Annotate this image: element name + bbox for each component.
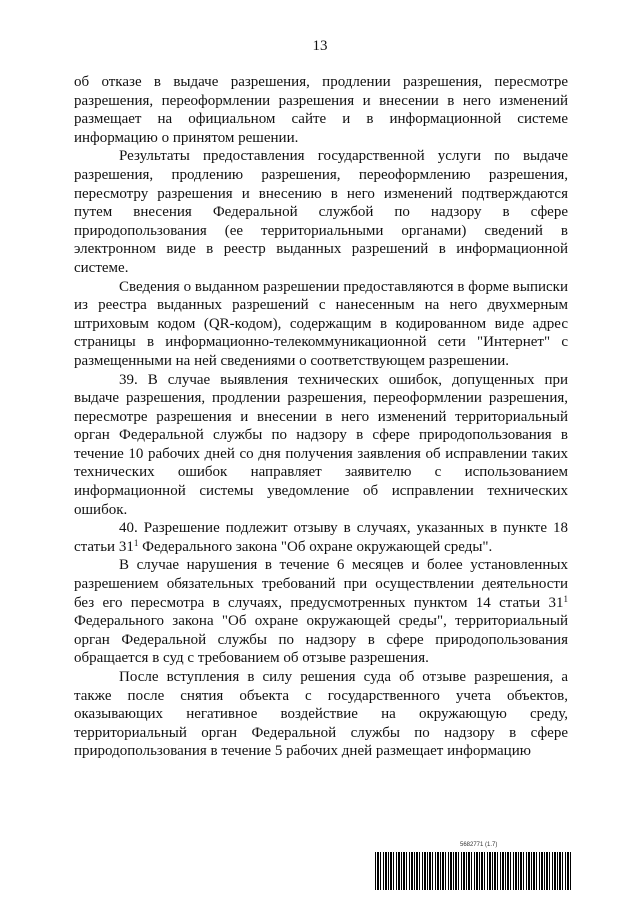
paragraph-issued-permit-info: Сведения о выданном разрешении предоставляются в форме выписки из реестра выданных разрешений с нанесенным на него двухмерным штриховым кодом (QR-кодом), содержащим в кодированном виде адрес страницы в информационно-телекоммуникационной сети "Интернет" с размещенными на ней сведениями о соответствующем разрешении. [74,278,568,369]
paragraph-40-text-end: Федерального закона "Об охране окружающей среды". [138,538,493,555]
superscript: 1 [133,537,139,548]
paragraph-40-text-start: 40. Разрешение подлежит отзыву в случаях, указанных в пункте 18 статьи 31 [74,520,568,555]
document-code: 5682771 (1.7) [460,842,498,848]
superscript: 1 [563,593,568,604]
paragraph-39-technical-errors: 39. В случае выявления технических ошибок, допущенных при выдаче разрешения, продлении разрешения, переоформлении разрешения, пересмотре разрешения и внесении в него изменений территориальный орган Федеральной службы по надзору в сфере природопользования в течение 10 рабочих дней со дня получения заявления об исправлении таких технических ошибок направляет заявителю с использованием информационной системы уведомление об исправлении технических ошибок. [74,371,568,518]
paragraph-results: Результаты предоставления государственной услуги по выдаче разрешения, продлению разрешения, переоформлению разрешения, пересмотру разрешения и внесению в него изменений подтверждаются путем внесения Федеральной службой по надзору в сфере природопользования (ее территориальными органами) сведений в электронном виде в реестр выданных разрешений в информационной системе. [74,148,568,276]
paragraph-continuation: об отказе в выдаче разрешения, продлении разрешения, пересмотре разрешения, переоформлении разрешения и внесении в него изменений размещает на официальном сайте и в информационной системе информацию о принятом решении. [74,74,568,146]
document-body [74,73,568,761]
paragraph-violation-court [74,556,568,668]
page-number: 13 [312,38,328,54]
paragraph-violation-text-end: Федерального закона "Об охране окружающей среды", территориальный орган Федеральной службы по надзору в сфере природопользования обращается в суд с требованием об отзыве разрешения. [74,613,568,667]
paragraph-violation-text-start: В случае нарушения в течение 6 месяцев и более установленных разрешением обязательных требований при осуществлении деятельности без его пересмотра в случаях, предусмотренных пунктом 14 статьи 31 [74,557,568,611]
paragraph-after-court-decision: После вступления в силу решения суда об отзыве разрешения, а также после снятия объекта с государственного учета объектов, оказывающих негативное воздействие на окружающую среду, территориальный орган Федеральной службы по надзору в сфере природопользования в течение 5 рабочих дней размещает информацию [74,669,568,760]
barcode-icon [375,852,571,890]
paragraph-40-revocation [74,519,568,556]
